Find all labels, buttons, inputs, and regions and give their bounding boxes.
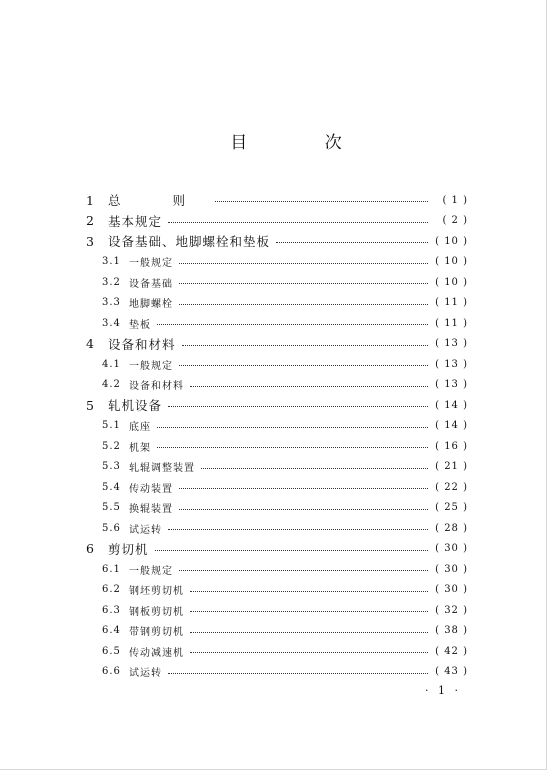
toc-entry-title: 剪切机 [108, 541, 149, 557]
toc-entry-number: 3.1 [102, 256, 121, 268]
toc-section-entry[interactable] [86, 477, 468, 498]
toc-entry-page: ( 10 ) [435, 256, 468, 268]
toc-entry-title: 设备和材料 [108, 336, 176, 352]
toc-section-entry[interactable] [86, 641, 468, 662]
toc-dot-leader [179, 487, 428, 489]
toc-section-entry[interactable] [86, 621, 468, 642]
toc-entry-number: 2 [86, 213, 94, 229]
toc-chapter-entry[interactable] [86, 231, 468, 252]
toc-section-entry[interactable] [86, 662, 468, 683]
toc-entry-page: ( 21 ) [435, 461, 468, 473]
toc-entry-number: 6.6 [102, 666, 121, 678]
toc-entry-title: 换辊装置 [129, 504, 173, 516]
toc-dot-leader [179, 508, 428, 510]
page-title: 目 次 [230, 133, 378, 153]
toc-section-entry[interactable] [86, 559, 468, 580]
toc-entry-title: 地脚螺栓 [129, 299, 173, 311]
toc-entry-page: ( 10 ) [435, 276, 468, 288]
table-of-contents [86, 190, 468, 682]
toc-dot-leader [179, 303, 428, 305]
toc-dot-leader [157, 323, 428, 325]
toc-entry-number: 3.3 [102, 297, 121, 309]
toc-dot-leader [190, 651, 428, 653]
toc-entry-page: ( 30 ) [435, 563, 468, 575]
toc-entry-number: 6.5 [102, 645, 121, 657]
toc-entry-title: 一般规定 [129, 565, 173, 577]
toc-dot-leader [276, 241, 428, 243]
toc-entry-title: 垫板 [129, 319, 151, 331]
toc-section-entry[interactable] [86, 416, 468, 437]
toc-entry-number: 3.2 [102, 276, 121, 288]
toc-entry-title: 一般规定 [129, 360, 173, 372]
toc-entry-page: ( 10 ) [435, 235, 468, 247]
toc-entry-number: 5.2 [102, 440, 121, 452]
toc-dot-leader [157, 426, 428, 428]
toc-dot-leader [157, 446, 428, 448]
toc-entry-number: 5.5 [102, 502, 121, 514]
toc-section-entry[interactable] [86, 457, 468, 478]
toc-dot-leader [179, 569, 428, 571]
toc-dot-leader [168, 405, 428, 407]
toc-chapter-entry[interactable] [86, 190, 468, 211]
toc-chapter-entry[interactable] [86, 539, 468, 560]
toc-entry-page: ( 32 ) [435, 604, 468, 616]
toc-entry-page: ( 13 ) [435, 379, 468, 391]
toc-entry-number: 6.3 [102, 604, 121, 616]
toc-entry-title: 设备基础、地脚螺栓和垫板 [108, 234, 271, 250]
toc-entry-title: 带钢剪切机 [129, 627, 184, 639]
toc-entry-number: 3 [86, 233, 94, 249]
toc-entry-number: 5 [86, 397, 94, 413]
toc-entry-number: 4.1 [102, 358, 121, 370]
toc-dot-leader [215, 200, 428, 202]
toc-dot-leader [179, 282, 428, 284]
toc-entry-title: 钢板剪切机 [129, 606, 184, 618]
toc-entry-title: 轧机设备 [108, 398, 163, 414]
toc-dot-leader [155, 549, 428, 551]
toc-entry-title: 一般规定 [129, 258, 173, 270]
toc-entry-page: ( 30 ) [435, 543, 468, 555]
toc-section-entry[interactable] [86, 354, 468, 375]
toc-entry-page: ( 30 ) [435, 584, 468, 596]
toc-section-entry[interactable] [86, 600, 468, 621]
toc-entry-title: 机架 [129, 442, 151, 454]
toc-entry-number: 6.4 [102, 625, 121, 637]
toc-entry-page: ( 38 ) [435, 625, 468, 637]
toc-dot-leader [182, 344, 428, 346]
toc-entry-title: 设备基础 [129, 278, 173, 290]
toc-dot-leader [179, 262, 428, 264]
toc-dot-leader [168, 672, 428, 674]
toc-entry-number: 5.3 [102, 461, 121, 473]
toc-dot-leader [190, 385, 428, 387]
page-number: · 1 · [425, 684, 461, 697]
toc-section-entry[interactable] [86, 272, 468, 293]
toc-section-entry[interactable] [86, 518, 468, 539]
toc-dot-leader [179, 364, 428, 366]
toc-entry-page: ( 25 ) [435, 502, 468, 514]
toc-chapter-entry[interactable] [86, 334, 468, 355]
toc-section-entry[interactable] [86, 375, 468, 396]
toc-section-entry[interactable] [86, 498, 468, 519]
toc-entry-title: 钢坯剪切机 [129, 586, 184, 598]
toc-entry-title: 总 则 [108, 193, 209, 209]
toc-entry-page: ( 14 ) [435, 420, 468, 432]
toc-section-entry[interactable] [86, 252, 468, 273]
toc-entry-title: 试运转 [129, 668, 162, 680]
toc-entry-number: 4 [86, 336, 94, 352]
toc-dot-leader [201, 467, 428, 469]
toc-entry-page: ( 13 ) [435, 358, 468, 370]
toc-section-entry[interactable] [86, 436, 468, 457]
toc-dot-leader [190, 610, 428, 612]
toc-section-entry[interactable] [86, 313, 468, 334]
toc-entry-number: 5.1 [102, 420, 121, 432]
toc-entry-page: ( 2 ) [442, 215, 468, 227]
toc-entry-page: ( 42 ) [435, 645, 468, 657]
toc-entry-title: 传动装置 [129, 483, 173, 495]
toc-chapter-entry[interactable] [86, 211, 468, 232]
toc-section-entry[interactable] [86, 293, 468, 314]
toc-section-entry[interactable] [86, 580, 468, 601]
toc-dot-leader [168, 528, 428, 530]
toc-entry-page: ( 13 ) [435, 338, 468, 350]
toc-dot-leader [168, 221, 428, 223]
toc-entry-page: ( 11 ) [435, 297, 468, 309]
toc-dot-leader [190, 590, 428, 592]
toc-entry-title: 底座 [129, 422, 151, 434]
toc-entry-title: 传动减速机 [129, 647, 184, 659]
toc-entry-number: 6.1 [102, 563, 121, 575]
toc-entry-page: ( 43 ) [435, 666, 468, 678]
toc-entry-number: 3.4 [102, 317, 121, 329]
toc-entry-number: 1 [86, 192, 94, 208]
toc-entry-title: 轧辊调整装置 [129, 463, 195, 475]
toc-entry-title: 试运转 [129, 524, 162, 536]
toc-entry-number: 5.6 [102, 522, 121, 534]
toc-entry-page: ( 11 ) [435, 317, 468, 329]
toc-entry-number: 6.2 [102, 584, 121, 596]
toc-chapter-entry[interactable] [86, 395, 468, 416]
toc-entry-number: 5.4 [102, 481, 121, 493]
toc-entry-page: ( 22 ) [435, 481, 468, 493]
toc-entry-title: 基本规定 [108, 213, 163, 229]
toc-entry-page: ( 16 ) [435, 440, 468, 452]
toc-dot-leader [190, 631, 428, 633]
toc-entry-number: 6 [86, 541, 94, 557]
toc-entry-page: ( 14 ) [435, 399, 468, 411]
toc-entry-title: 设备和材料 [129, 381, 184, 393]
toc-entry-number: 4.2 [102, 379, 121, 391]
toc-entry-page: ( 1 ) [442, 194, 468, 206]
toc-entry-page: ( 28 ) [435, 522, 468, 534]
